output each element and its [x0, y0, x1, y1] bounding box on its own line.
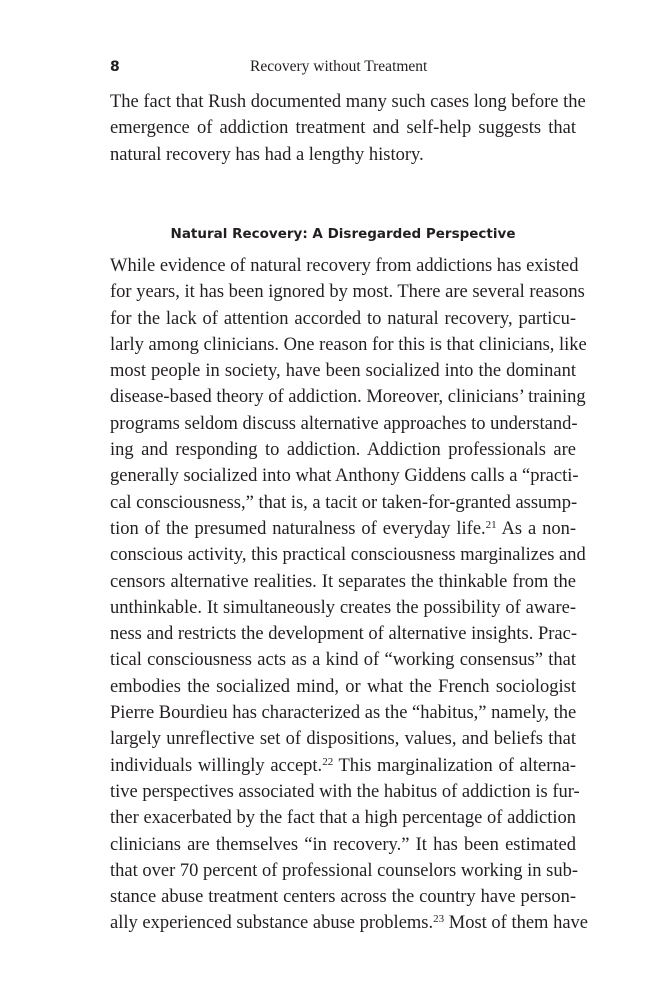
text-line: tical consciousness acts as a kind of “working consensus” that — [110, 650, 576, 671]
text-line-end: Most of them have — [444, 913, 588, 934]
text-line: that over 70 percent of professional counselors working in sub- — [110, 860, 579, 881]
text-line-end: This marginalization of alterna- — [333, 755, 576, 776]
page-number: 8 — [110, 59, 120, 75]
section-heading: Natural Recovery: A Disregarded Perspective — [170, 226, 516, 242]
text-line: ness and restricts the development of alternative insights. Prac- — [110, 624, 577, 645]
text-line: tive perspectives associated with the habitus of addiction is fur- — [110, 781, 580, 802]
text-line-with-footnote — [110, 753, 576, 779]
text-line: clinicians are themselves “in recovery.” It has been estimated — [110, 834, 576, 855]
text-line: for the lack of attention accorded to natural recovery, particu- — [110, 308, 576, 329]
text-line: largely unreflective set of dispositions, values, and beliefs that — [110, 729, 576, 750]
text-line: programs seldom discuss alternative approaches to understand- — [110, 413, 578, 434]
text-line: emergence of addiction treatment and self-help suggests that — [110, 118, 576, 139]
text-line: disease-based theory of addiction. Moreover, clinicians’ training — [110, 387, 586, 408]
running-title: Recovery without Treatment — [250, 58, 428, 75]
text-line-start: ally experienced substance abuse problems. — [110, 913, 434, 934]
footnote-ref-23[interactable]: 23 — [433, 913, 445, 926]
text-line-end: As a non- — [496, 518, 576, 539]
text-line: Pierre Bourdieu has characterized as the “habitus,” namely, the — [110, 703, 577, 724]
text-line: natural recovery has had a lengthy history. — [110, 144, 424, 165]
text-line: embodies the socialized mind, or what the French sociologist — [110, 676, 576, 697]
text-line: stance abuse treatment centers across the country have person- — [110, 887, 576, 908]
text-line: conscious activity, this practical consciousness marginalizes and — [110, 545, 586, 566]
text-line: cal consciousness,” that is, a tacit or taken-for-granted assump- — [110, 492, 578, 513]
text-line: unthinkable. It simultaneously creates the possibility of aware- — [110, 597, 576, 618]
text-line-with-footnote — [110, 516, 576, 542]
text-line-start: individuals willingly accept. — [110, 755, 323, 776]
footnote-ref-21[interactable]: 21 — [485, 518, 497, 531]
text-line: While evidence of natural recovery from addictions has existed — [110, 256, 579, 276]
text-line: The fact that Rush documented many such cases long before the — [110, 92, 586, 112]
paragraph-main — [110, 253, 588, 937]
text-line: most people in society, have been socialized into the dominant — [110, 361, 576, 382]
text-line: generally socialized into what Anthony Giddens calls a “practi- — [110, 466, 579, 487]
text-line-start: tion of the presumed naturalness of everyday life. — [110, 518, 486, 539]
paragraph-intro — [110, 89, 586, 168]
text-line-with-footnote — [110, 910, 588, 936]
text-line: for years, it has been ignored by most. There are several reasons — [110, 282, 585, 303]
text-line: larly among clinicians. One reason for this is that clinicians, like — [110, 334, 587, 355]
text-line: censors alternative realities. It separates the thinkable from the — [110, 571, 576, 592]
running-head — [110, 57, 580, 79]
footnote-ref-22[interactable]: 22 — [322, 755, 334, 768]
text-line: ther exacerbated by the fact that a high percentage of addiction — [110, 808, 576, 829]
text-line: ing and responding to addiction. Addiction professionals are — [110, 440, 576, 461]
